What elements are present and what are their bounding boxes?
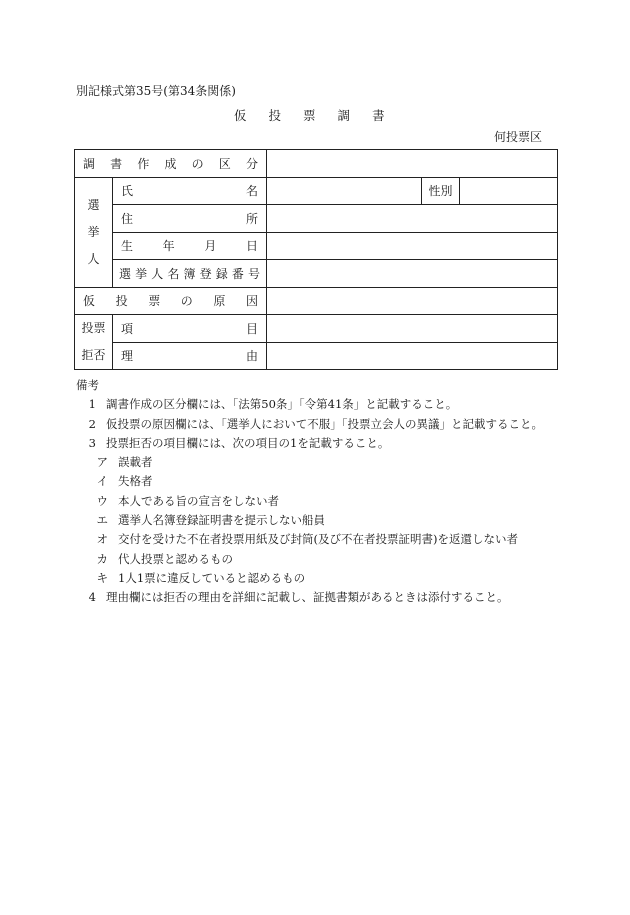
title-char: 調	[337, 108, 351, 123]
table-row	[75, 287, 558, 315]
note-subitem	[76, 472, 543, 491]
note-item	[76, 395, 543, 414]
note-number: 3	[88, 435, 96, 450]
note-text: 理由欄には拒否の理由を詳細に記載し、証拠書類があるときは添付すること。	[106, 590, 509, 605]
note-number: 2	[88, 416, 96, 431]
subitem-label: キ	[96, 570, 108, 585]
reason-label-cell	[113, 342, 267, 370]
title-char: 仮	[234, 108, 247, 123]
note-number: 4	[88, 590, 96, 605]
refusal-group-line: 投票	[81, 321, 106, 335]
name-value-cell[interactable]	[267, 177, 422, 205]
item-value-cell[interactable]	[267, 315, 558, 343]
note-subitem	[76, 492, 543, 511]
note-item	[76, 415, 543, 434]
refusal-group-label	[75, 315, 113, 370]
cause-label-cell	[75, 287, 267, 315]
notes-heading-text: 備考	[76, 378, 99, 392]
subitem-text: 1人1票に違反していると認めるもの	[118, 570, 306, 585]
subitem-text: 交付を受けた不在者投票用紙及び封筒(及び不在者投票証明書)を返還しない者	[118, 532, 518, 547]
title-char: 書	[372, 108, 385, 123]
birthdate-label: 生 年 月 日	[121, 239, 258, 254]
form-number-label: 別記様式第35号(第34条関係)	[76, 84, 236, 98]
subitem-text: 誤載者	[118, 455, 153, 470]
table-row	[75, 205, 558, 233]
table-row	[75, 260, 558, 288]
notes-section	[76, 376, 543, 608]
note-subitem	[76, 569, 543, 588]
note-text: 仮投票の原因欄には、「選挙人において不服」「投票立会人の異議」と記載すること。	[106, 416, 543, 431]
voter-group-char: 人	[87, 251, 100, 266]
note-text: 投票拒否の項目欄には、次の項目の1を記載すること。	[106, 435, 390, 450]
note-item	[76, 434, 543, 453]
note-text: 調書作成の区分欄には、「法第50条」「令第41条」と記載すること。	[106, 397, 458, 412]
subitem-text: 代人投票と認めるもの	[118, 551, 233, 566]
voter-group-char: 挙	[87, 224, 100, 239]
title-char: 票	[303, 108, 316, 123]
address-value-cell[interactable]	[267, 205, 558, 233]
subitem-label: ア	[96, 455, 108, 470]
category-label-cell	[75, 150, 267, 178]
reason-value-cell[interactable]	[267, 342, 558, 370]
voter-group-label	[75, 177, 113, 287]
subitem-label: イ	[96, 474, 108, 489]
subitem-label: オ	[96, 532, 108, 547]
category-label: 調 書 作 成 の 区 分	[83, 156, 258, 171]
birthdate-value-cell[interactable]	[267, 232, 558, 260]
voter-group-char: 選	[87, 197, 100, 212]
reason-label: 理 由	[121, 349, 259, 364]
category-value-cell[interactable]	[267, 150, 558, 178]
note-subitem	[76, 453, 543, 472]
item-label-cell	[113, 315, 267, 343]
polling-district: 何投票区	[494, 130, 543, 144]
note-subitem	[76, 511, 543, 530]
gender-label: 性別	[428, 184, 453, 199]
subitem-text: 本人である旨の宣言をしない者	[118, 493, 279, 508]
title-char: 投	[268, 108, 282, 123]
cause-value-cell[interactable]	[267, 287, 558, 315]
table-row	[75, 177, 558, 205]
registry-value-cell[interactable]	[267, 260, 558, 288]
notes-heading	[76, 376, 543, 395]
note-subitem	[76, 550, 543, 569]
note-subitem	[76, 530, 543, 549]
cause-label: 仮 投 票 の 原 因	[83, 294, 258, 309]
birthdate-label-cell	[113, 232, 267, 260]
address-label-cell	[113, 205, 267, 233]
gender-label-cell	[422, 177, 460, 205]
table-row	[75, 342, 558, 370]
name-label-cell	[113, 177, 267, 205]
subitem-text: 失格者	[118, 474, 153, 489]
registry-label-cell	[113, 260, 267, 288]
registry-label: 選 挙 人 名 簿 登 録 番 号	[119, 266, 261, 281]
provisional-vote-form-table	[74, 149, 558, 370]
refusal-group-line: 拒否	[81, 348, 106, 362]
table-row	[75, 150, 558, 178]
subitem-label: カ	[96, 551, 108, 566]
note-item	[76, 588, 543, 607]
table-row	[75, 232, 558, 260]
item-label: 項 目	[121, 321, 259, 336]
note-number: 1	[88, 397, 96, 412]
subitem-label: ウ	[96, 493, 108, 508]
gender-value-cell[interactable]	[460, 177, 558, 205]
subitem-text: 選挙人名簿登録証明書を提示しない船員	[118, 513, 325, 528]
table-row	[75, 315, 558, 343]
address-label: 住 所	[121, 211, 259, 226]
name-label: 氏 名	[121, 184, 259, 199]
subitem-label: エ	[96, 513, 108, 528]
document-title	[234, 106, 385, 124]
